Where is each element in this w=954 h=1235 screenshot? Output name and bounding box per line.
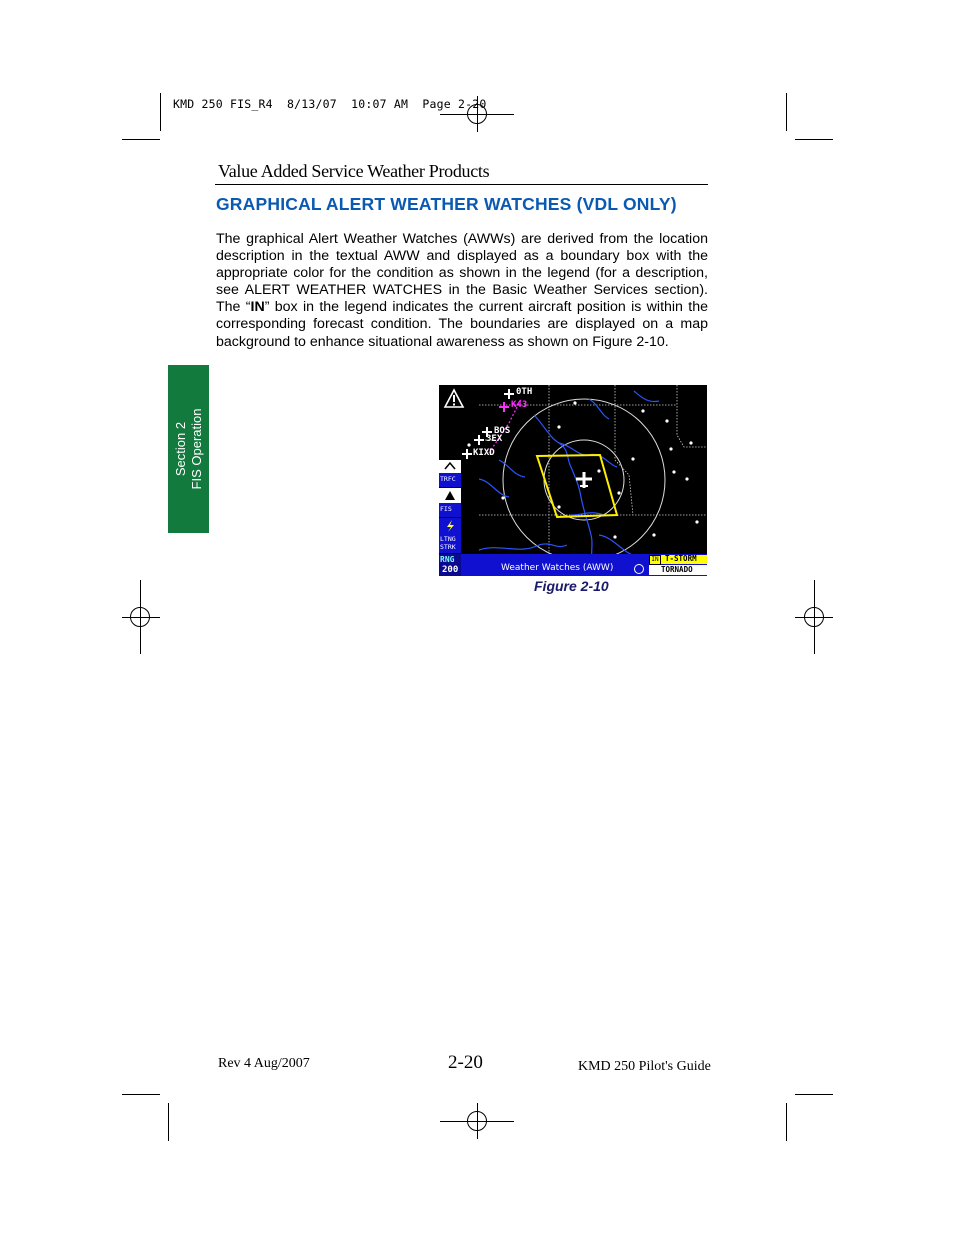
airport-label-bos: BOS	[494, 426, 511, 436]
weather-watch-screen	[439, 385, 707, 576]
crop-mark	[795, 139, 833, 140]
airport-label-kixd: KIXD	[473, 448, 495, 458]
crop-mark	[122, 1094, 160, 1095]
status-title: Weather Watches (AWW)	[501, 563, 614, 573]
registration-mark	[804, 607, 824, 627]
crop-mark	[795, 1094, 833, 1095]
body-text-part: ” box in the legend indicates the current aircraft position is within the corresponding forecast condition. The boundaries are displayed on a map background to enhance situational awareness as shown on Figure 2-10.	[216, 299, 708, 350]
gps-icon	[634, 564, 644, 574]
legend-tornado-label: TORNADO	[661, 565, 693, 574]
body-text-part: The graphical Alert Weather Watches (AWWs) are derived from the location description in the textual AWW and displayed as a boundary box with the appropriate color for the condition as shown in the legend (for a description, see ALERT WEATHER WATCHES in the Basic Weather Services section). The “	[216, 231, 708, 316]
side-tab-line: Section 2	[172, 421, 188, 477]
crop-mark	[786, 1103, 787, 1141]
printer-slug: KMD 250 FIS_R4 8/13/07 10:07 AM Page 2-20	[173, 97, 487, 111]
sidebar-label-ltng: LTNG	[440, 535, 456, 543]
sidebar-label-strk: STRK	[440, 543, 456, 551]
footer-guide-title: KMD 250 Pilot's Guide	[578, 1059, 711, 1074]
page-number: 2-20	[448, 1052, 483, 1073]
figure-caption: Figure 2-10	[534, 578, 609, 594]
section-title: GRAPHICAL ALERT WEATHER WATCHES (VDL ONLY)	[216, 194, 677, 214]
sidebar-label-trfc: TRFC	[440, 475, 456, 483]
running-head: Value Added Service Weather Products	[218, 161, 490, 181]
airport-label-3ex: 3EX	[486, 434, 503, 444]
weather-map	[439, 385, 707, 576]
header-rule	[215, 184, 708, 185]
range-value: 200	[442, 565, 459, 575]
footer-revision: Rev 4 Aug/2007	[218, 1056, 310, 1071]
crop-mark	[160, 93, 161, 131]
range-label: RNG	[440, 555, 455, 564]
section-side-tab	[168, 365, 209, 533]
body-text-bold: IN	[250, 299, 265, 316]
crop-mark	[122, 139, 160, 140]
registration-mark	[467, 1111, 487, 1131]
airport-label-0th: 0TH	[516, 387, 533, 397]
crop-mark	[168, 1103, 169, 1141]
side-tab-line: FIS Operation	[188, 408, 204, 490]
registration-mark	[130, 607, 150, 627]
crop-mark	[786, 93, 787, 131]
legend-in-box: IN	[649, 555, 661, 565]
body-paragraph	[216, 231, 708, 351]
side-tab-label	[173, 409, 205, 490]
sidebar-label-fis: FIS	[440, 505, 452, 513]
legend-tstorm-label: T-STORM	[665, 554, 697, 563]
airport-label-k43: K43	[511, 400, 528, 410]
